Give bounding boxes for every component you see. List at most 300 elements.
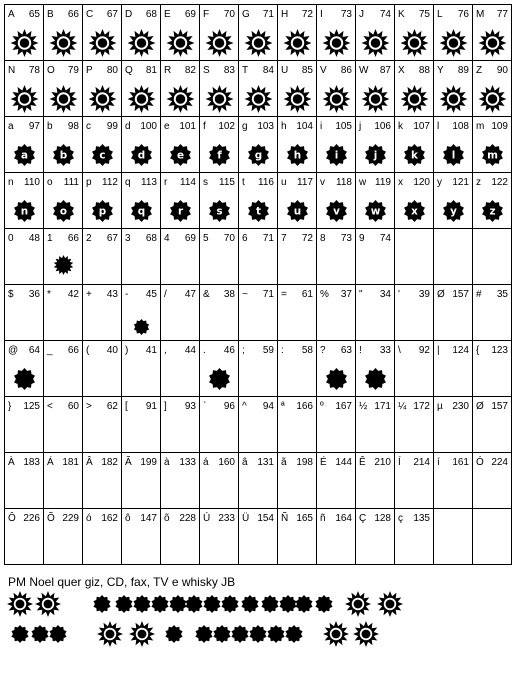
glyph-preview bbox=[83, 79, 122, 117]
glyph-char-label: â bbox=[242, 457, 248, 468]
glyph-cell bbox=[316, 340, 355, 396]
glyph-code-label: 39 bbox=[418, 289, 430, 300]
glyph-cell bbox=[316, 396, 355, 452]
glyph-cell bbox=[316, 228, 355, 284]
glyph-char-label: h bbox=[281, 121, 287, 132]
glyph-code-label: 118 bbox=[336, 177, 352, 188]
glyph-char-label: ô bbox=[125, 513, 131, 524]
glyph-code-label: 165 bbox=[296, 513, 313, 524]
glyph-preview bbox=[434, 79, 473, 117]
gear-glyph-letter: p bbox=[98, 205, 107, 218]
glyph-code-label: 66 bbox=[67, 233, 79, 244]
glyph-char-label: A bbox=[8, 9, 15, 20]
glyph-code-label: 86 bbox=[340, 65, 352, 76]
glyph-char-label: ( bbox=[86, 345, 90, 356]
glyph-code-label: 117 bbox=[297, 177, 313, 188]
glyph-cell bbox=[43, 340, 82, 396]
gear-glyph-body bbox=[185, 595, 202, 613]
glyph-code-label: 47 bbox=[184, 289, 196, 300]
glyph-code-label: 58 bbox=[301, 345, 313, 356]
flower-glyph-core bbox=[106, 630, 115, 639]
glyph-char-label: { bbox=[476, 345, 480, 356]
glyph-char-label: r bbox=[164, 177, 168, 188]
glyph-code-label: 71 bbox=[262, 289, 274, 300]
glyph-cell bbox=[160, 340, 199, 396]
glyph-char-label: 5 bbox=[203, 233, 209, 244]
glyph-cell bbox=[355, 508, 394, 564]
flower-glyph-core bbox=[254, 38, 264, 48]
gear-glyph-letter: w bbox=[370, 205, 381, 218]
glyph-cell bbox=[277, 228, 316, 284]
glyph-preview bbox=[200, 23, 239, 61]
glyph-cell bbox=[160, 4, 199, 60]
glyph-code-label: 157 bbox=[491, 401, 508, 412]
glyph-code-label: 38 bbox=[223, 289, 235, 300]
glyph-code-label: 157 bbox=[452, 289, 469, 300]
glyph-cell bbox=[82, 340, 121, 396]
glyph-cell bbox=[4, 452, 43, 508]
glyph-cell bbox=[43, 4, 82, 60]
glyph-char-label: ' bbox=[398, 289, 400, 300]
glyph-cell bbox=[316, 4, 355, 60]
glyph-char-label: j bbox=[359, 121, 362, 132]
flower-glyph-core bbox=[354, 600, 363, 609]
glyph-code-label: 67 bbox=[106, 233, 118, 244]
glyph-cell bbox=[472, 340, 511, 396]
glyph-char-label: y bbox=[437, 177, 442, 188]
glyph-char-label: & bbox=[203, 289, 210, 300]
glyph-cell bbox=[316, 508, 355, 564]
glyph-code-label: 101 bbox=[179, 121, 196, 132]
glyph-cell bbox=[394, 228, 433, 284]
glyph-char-label: ~ bbox=[242, 289, 248, 300]
gear-glyph-body bbox=[221, 595, 238, 613]
glyph-code-label: 166 bbox=[296, 401, 313, 412]
glyph-code-label: 109 bbox=[491, 121, 508, 132]
glyph-code-label: 210 bbox=[374, 457, 391, 468]
glyph-code-label: 183 bbox=[23, 457, 40, 468]
glyph-code-label: 76 bbox=[457, 9, 469, 20]
glyph-preview bbox=[161, 79, 200, 117]
glyph-cell bbox=[394, 60, 433, 116]
glyph-char-label: t bbox=[242, 177, 245, 188]
glyph-preview bbox=[161, 135, 200, 173]
glyph-code-label: 70 bbox=[223, 233, 235, 244]
glyph-cell bbox=[433, 4, 472, 60]
gear-glyph-letter: f bbox=[217, 149, 222, 162]
gear-glyph-letter: e bbox=[176, 149, 185, 162]
glyph-preview bbox=[122, 191, 161, 229]
glyph-cell bbox=[355, 284, 394, 340]
glyph-char-label: $ bbox=[8, 289, 14, 300]
glyph-code-label: 230 bbox=[452, 401, 469, 412]
glyph-char-label: ç bbox=[398, 513, 403, 524]
glyph-cell bbox=[160, 452, 199, 508]
glyph-cell bbox=[43, 172, 82, 228]
glyph-cell bbox=[199, 340, 238, 396]
glyph-code-label: 60 bbox=[67, 401, 79, 412]
gear-glyph-body bbox=[213, 625, 230, 643]
glyph-char-label: Ü bbox=[242, 513, 250, 524]
glyph-char-label: > bbox=[86, 401, 92, 412]
glyph-code-label: 66 bbox=[67, 345, 79, 356]
flower-glyph-core bbox=[410, 94, 420, 104]
glyph-cell bbox=[121, 4, 160, 60]
glyph-cell bbox=[238, 396, 277, 452]
glyph-char-label: + bbox=[86, 289, 92, 300]
glyph-code-label: 93 bbox=[184, 401, 196, 412]
glyph-code-label: 119 bbox=[375, 177, 391, 188]
gear-glyph-letter: l bbox=[451, 149, 456, 162]
glyph-cell bbox=[4, 172, 43, 228]
gear-glyph-body bbox=[133, 595, 150, 613]
glyph-char-label: V bbox=[320, 65, 327, 76]
glyph-char-label: B bbox=[47, 9, 54, 20]
glyph-code-label: 105 bbox=[335, 121, 352, 132]
glyph-code-label: 37 bbox=[340, 289, 352, 300]
glyph-code-label: 63 bbox=[340, 345, 352, 356]
glyph-code-label: 87 bbox=[379, 65, 391, 76]
glyph-code-label: 167 bbox=[335, 401, 352, 412]
flower-glyph-core bbox=[332, 94, 342, 104]
glyph-preview bbox=[317, 135, 356, 173]
gear-glyph-body bbox=[209, 368, 230, 390]
glyph-cell bbox=[199, 172, 238, 228]
glyph-char-label: } bbox=[8, 401, 12, 412]
glyph-code-label: 92 bbox=[418, 345, 430, 356]
glyph-code-label: 90 bbox=[496, 65, 508, 76]
glyph-code-label: 224 bbox=[491, 457, 508, 468]
glyph-cell bbox=[199, 228, 238, 284]
glyph-char-label: ^ bbox=[242, 401, 247, 412]
glyph-code-label: 164 bbox=[335, 513, 352, 524]
glyph-cell bbox=[472, 452, 511, 508]
flower-glyph-core bbox=[371, 38, 381, 48]
glyph-code-label: 74 bbox=[379, 9, 391, 20]
glyph-preview bbox=[5, 23, 44, 61]
glyph-char-label: ª bbox=[281, 401, 285, 412]
gear-glyph-body bbox=[249, 625, 266, 643]
glyph-char-label: Y bbox=[437, 65, 444, 76]
gear-glyph-body bbox=[241, 595, 258, 613]
glyph-cell bbox=[82, 228, 121, 284]
glyph-char-label: k bbox=[398, 121, 403, 132]
glyph-code-label: 89 bbox=[457, 65, 469, 76]
glyph-cell bbox=[472, 228, 511, 284]
glyph-code-label: 33 bbox=[379, 345, 391, 356]
glyph-char-label: L bbox=[437, 9, 443, 20]
glyph-code-label: 107 bbox=[413, 121, 430, 132]
glyph-preview bbox=[122, 135, 161, 173]
glyph-char-label: º bbox=[320, 401, 324, 412]
flower-glyph-core bbox=[176, 94, 186, 104]
flower-glyph-core bbox=[386, 600, 395, 609]
glyph-char-label: I bbox=[320, 9, 323, 20]
glyph-preview bbox=[44, 135, 83, 173]
glyph-code-label: 46 bbox=[223, 345, 235, 356]
glyph-cell bbox=[394, 284, 433, 340]
glyph-preview bbox=[356, 79, 395, 117]
glyph-cell bbox=[43, 508, 82, 564]
glyph-cell bbox=[316, 116, 355, 172]
glyph-cell bbox=[355, 396, 394, 452]
glyph-preview bbox=[122, 23, 161, 61]
glyph-char-label: g bbox=[242, 121, 248, 132]
glyph-code-label: 61 bbox=[301, 289, 313, 300]
flower-glyph-core bbox=[16, 600, 25, 609]
glyph-code-label: 73 bbox=[340, 233, 352, 244]
gear-glyph-letter: x bbox=[411, 205, 418, 218]
flower-glyph-core bbox=[215, 94, 225, 104]
flower-glyph-core bbox=[488, 94, 498, 104]
glyph-preview bbox=[395, 23, 434, 61]
glyph-code-label: 73 bbox=[340, 9, 352, 20]
glyph-char-label: [ bbox=[125, 401, 128, 412]
glyph-preview bbox=[395, 79, 434, 117]
glyph-code-label: 77 bbox=[496, 9, 508, 20]
glyph-code-label: 162 bbox=[101, 513, 118, 524]
gear-glyph-body bbox=[267, 625, 284, 643]
glyph-char-label: q bbox=[125, 177, 131, 188]
glyph-code-label: 44 bbox=[184, 345, 196, 356]
glyph-char-label: = bbox=[281, 289, 287, 300]
glyph-preview bbox=[356, 191, 395, 229]
glyph-code-label: 116 bbox=[258, 177, 274, 188]
glyph-char-label: Q bbox=[125, 65, 133, 76]
glyph-cell bbox=[4, 508, 43, 564]
glyph-char-label: 7 bbox=[281, 233, 287, 244]
gear-glyph-body bbox=[134, 319, 149, 335]
glyph-char-label: 9 bbox=[359, 233, 365, 244]
glyph-code-label: 229 bbox=[62, 513, 79, 524]
gear-glyph-letter: s bbox=[216, 205, 223, 218]
glyph-code-label: 102 bbox=[218, 121, 235, 132]
glyph-cell bbox=[472, 116, 511, 172]
blob-glyph bbox=[54, 255, 74, 275]
gear-glyph-letter: m bbox=[487, 149, 498, 162]
glyph-char-label: x bbox=[398, 177, 403, 188]
glyph-char-label: n bbox=[8, 177, 14, 188]
glyph-preview bbox=[317, 79, 356, 117]
glyph-char-label: ñ bbox=[320, 513, 326, 524]
glyph-code-label: 88 bbox=[418, 65, 430, 76]
glyph-code-label: 214 bbox=[413, 457, 430, 468]
glyph-char-label: õ bbox=[164, 513, 170, 524]
glyph-preview bbox=[278, 135, 317, 173]
glyph-preview bbox=[473, 79, 512, 117]
gear-glyph-body bbox=[93, 595, 110, 613]
gear-glyph-letter: r bbox=[177, 205, 184, 218]
glyph-cell bbox=[4, 60, 43, 116]
glyph-char-label: W bbox=[359, 65, 369, 76]
flower-glyph-core bbox=[98, 94, 108, 104]
glyph-char-label: ¼ bbox=[398, 401, 407, 412]
glyph-char-label: m bbox=[476, 121, 485, 132]
glyph-cell bbox=[160, 284, 199, 340]
glyph-code-label: 104 bbox=[296, 121, 313, 132]
glyph-code-label: 81 bbox=[145, 65, 157, 76]
glyph-char-label: D bbox=[125, 9, 133, 20]
glyph-preview bbox=[44, 247, 83, 285]
glyph-cell bbox=[199, 60, 238, 116]
gear-glyph-body bbox=[49, 625, 66, 643]
glyph-code-label: 233 bbox=[218, 513, 235, 524]
glyph-cell bbox=[199, 396, 238, 452]
glyph-char-label: - bbox=[125, 289, 129, 300]
glyph-cell bbox=[4, 396, 43, 452]
glyph-cell bbox=[4, 228, 43, 284]
glyph-code-label: 66 bbox=[67, 9, 79, 20]
glyph-code-label: 34 bbox=[379, 289, 391, 300]
glyph-code-label: 43 bbox=[106, 289, 118, 300]
gear-glyph-body bbox=[285, 625, 302, 643]
glyph-cell bbox=[121, 172, 160, 228]
glyph-char-label: , bbox=[164, 345, 167, 356]
flower-glyph-core bbox=[59, 38, 69, 48]
glyph-code-label: 198 bbox=[296, 457, 313, 468]
glyph-char-label: z bbox=[476, 177, 481, 188]
glyph-cell bbox=[160, 116, 199, 172]
glyph-char-label: f bbox=[203, 121, 206, 132]
glyph-cell bbox=[199, 116, 238, 172]
glyph-cell bbox=[43, 452, 82, 508]
glyph-cell bbox=[355, 4, 394, 60]
flower-glyph-core bbox=[215, 38, 225, 48]
glyph-cell bbox=[355, 340, 394, 396]
glyph-code-label: 74 bbox=[379, 233, 391, 244]
glyph-preview bbox=[278, 79, 317, 117]
glyph-cell bbox=[160, 172, 199, 228]
gear-glyph-letter: u bbox=[293, 205, 302, 218]
glyph-char-label: U bbox=[281, 65, 289, 76]
glyph-char-label: ` bbox=[203, 401, 207, 412]
glyph-char-label: @ bbox=[8, 345, 19, 356]
glyph-code-label: 115 bbox=[219, 177, 235, 188]
glyph-cell bbox=[472, 172, 511, 228]
gear-glyph-body bbox=[295, 595, 312, 613]
flower-glyph-core bbox=[332, 38, 342, 48]
glyph-code-label: 113 bbox=[141, 177, 157, 188]
glyph-cell bbox=[82, 172, 121, 228]
glyph-char-label: b bbox=[47, 121, 53, 132]
glyph-code-label: 79 bbox=[67, 65, 79, 76]
glyph-char-label: _ bbox=[47, 345, 53, 356]
glyph-char-label: % bbox=[320, 289, 329, 300]
glyph-cell bbox=[4, 340, 43, 396]
glyph-cell bbox=[355, 116, 394, 172]
gear-glyph-letter: o bbox=[59, 205, 68, 218]
glyph-code-label: 69 bbox=[184, 233, 196, 244]
glyph-cell bbox=[277, 4, 316, 60]
glyph-code-label: 121 bbox=[452, 177, 469, 188]
glyph-char-label: \ bbox=[398, 345, 401, 356]
glyph-cell bbox=[355, 452, 394, 508]
glyph-code-label: 68 bbox=[145, 233, 157, 244]
gear-glyph-body bbox=[195, 625, 212, 643]
glyph-char-label: Ø bbox=[476, 401, 484, 412]
gear-glyph-body bbox=[151, 595, 168, 613]
gear-glyph-body bbox=[315, 595, 332, 613]
glyph-preview bbox=[44, 191, 83, 229]
glyph-char-label: Ø bbox=[437, 289, 445, 300]
glyph-code-label: 64 bbox=[28, 345, 40, 356]
glyph-code-label: 71 bbox=[262, 233, 274, 244]
glyph-char-label: C bbox=[86, 9, 94, 20]
glyph-code-label: 48 bbox=[28, 233, 40, 244]
glyph-cell bbox=[316, 452, 355, 508]
glyph-code-label: 67 bbox=[106, 9, 118, 20]
flower-glyph-core bbox=[449, 38, 459, 48]
glyph-cell bbox=[82, 284, 121, 340]
gear-glyph-body bbox=[231, 625, 248, 643]
glyph-char-label: Z bbox=[476, 65, 483, 76]
glyph-cell bbox=[199, 508, 238, 564]
flower-glyph-core bbox=[293, 94, 303, 104]
glyph-code-label: 94 bbox=[262, 401, 274, 412]
glyph-code-label: 85 bbox=[301, 65, 313, 76]
glyph-char-label: Ñ bbox=[281, 513, 289, 524]
glyph-code-label: 62 bbox=[106, 401, 118, 412]
glyph-char-label: Õ bbox=[47, 513, 55, 524]
glyph-code-label: 135 bbox=[413, 513, 430, 524]
glyph-char-label: J bbox=[359, 9, 364, 20]
glyph-preview bbox=[161, 191, 200, 229]
glyph-cell bbox=[160, 508, 199, 564]
gear-glyph-letter: g bbox=[254, 149, 263, 162]
glyph-char-label: 1 bbox=[47, 233, 53, 244]
glyph-cell bbox=[394, 172, 433, 228]
glyph-cell bbox=[82, 116, 121, 172]
glyph-char-label: T bbox=[242, 65, 249, 76]
glyph-char-label: É bbox=[320, 457, 327, 468]
glyph-char-label: H bbox=[281, 9, 289, 20]
glyph-char-label: * bbox=[47, 289, 51, 300]
glyph-char-label: N bbox=[8, 65, 16, 76]
glyph-code-label: 35 bbox=[496, 289, 508, 300]
glyph-code-label: 80 bbox=[106, 65, 118, 76]
glyph-cell bbox=[43, 60, 82, 116]
glyph-char-label: v bbox=[320, 177, 325, 188]
glyph-cell bbox=[355, 172, 394, 228]
glyph-code-label: 160 bbox=[218, 457, 235, 468]
gear-glyph-letter: y bbox=[450, 205, 457, 218]
glyph-char-label: d bbox=[125, 121, 131, 132]
glyph-cell bbox=[355, 228, 394, 284]
glyph-cell bbox=[238, 116, 277, 172]
glyph-code-label: 42 bbox=[67, 289, 79, 300]
glyph-cell bbox=[433, 228, 472, 284]
glyph-preview bbox=[44, 79, 83, 117]
glyph-cell bbox=[394, 4, 433, 60]
glyph-code-label: 78 bbox=[28, 65, 40, 76]
glyph-cell bbox=[160, 60, 199, 116]
glyph-cell bbox=[238, 228, 277, 284]
glyph-preview bbox=[44, 23, 83, 61]
glyph-char-label: ! bbox=[359, 345, 362, 356]
gear-glyph-body bbox=[203, 595, 220, 613]
glyph-char-label: Ê bbox=[359, 457, 366, 468]
glyph-cell bbox=[277, 284, 316, 340]
glyph-char-label: X bbox=[398, 65, 405, 76]
sample-caption: PM Noel quer giz, CD, fax, TV e whisky JB bbox=[8, 575, 236, 589]
flower-glyph-core bbox=[332, 630, 341, 639]
glyph-char-label: À bbox=[8, 457, 15, 468]
glyph-code-label: 154 bbox=[257, 513, 274, 524]
glyph-cell bbox=[433, 172, 472, 228]
gear-glyph-body bbox=[326, 368, 347, 390]
glyph-code-label: 71 bbox=[262, 9, 274, 20]
gear-glyph-body bbox=[31, 625, 48, 643]
